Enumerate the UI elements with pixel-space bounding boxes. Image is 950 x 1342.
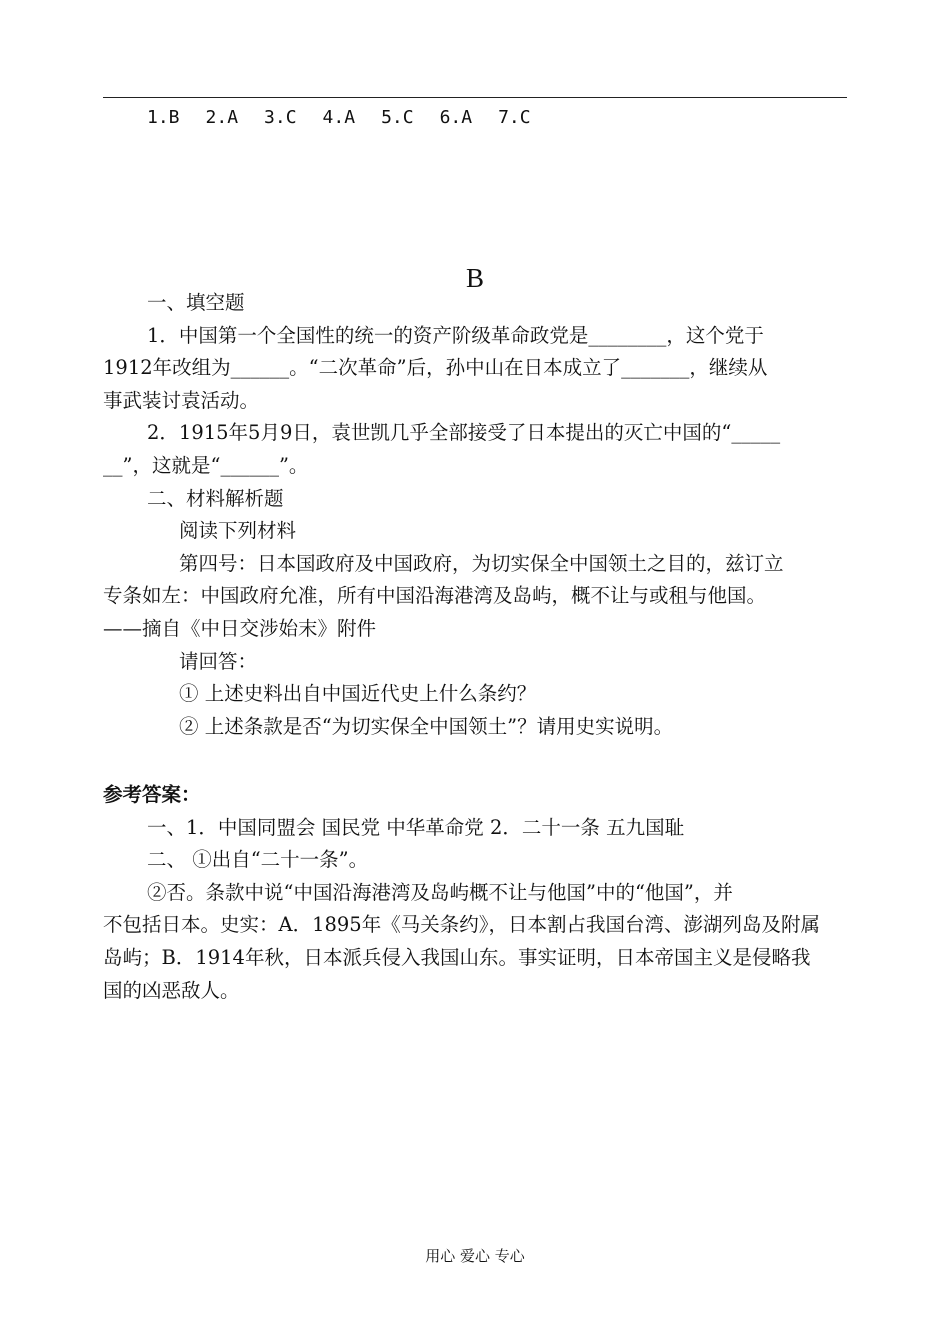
question-1-line-3: 事武装讨袁活动。: [103, 388, 260, 412]
answer-key-line-4: 不包括日本。史实：A．1895年《马关条约》，日本割占我国台湾、澎湖列岛及附属: [103, 913, 820, 937]
page-footer: 用心 爱心 专心: [425, 1247, 525, 1265]
answer-prompt: 请回答：: [179, 649, 258, 673]
mc-answers-row: [147, 106, 557, 130]
sub-question-1: ① 上述史料出自中国近代史上什么条约？: [179, 682, 537, 706]
header-rule: [103, 97, 847, 98]
mc-answer: 2.A: [205, 107, 239, 128]
material-text-line-2: 专条如左：中国政府允准，所有中国沿海港湾及岛屿，概不让与或租与他国。: [103, 584, 767, 608]
question-2-line-2: __”，这就是“______”。: [103, 453, 309, 477]
mc-answer: 4.A: [322, 107, 356, 128]
question-1-line-1: 1．中国第一个全国性的统一的资产阶级革命政党是________，这个党于: [147, 323, 764, 347]
answer-key-line-6: 国的凶恶敌人。: [103, 978, 240, 1002]
material-source: ——摘自《中日交涉始末》附件: [103, 616, 377, 640]
mc-answer: 6.A: [439, 107, 473, 128]
material-read-prompt: 阅读下列材料: [179, 519, 297, 543]
answer-key-heading: 参考答案：: [103, 783, 201, 806]
answer-key-line-2: 二、 ①出自“二十一条”。: [147, 848, 369, 872]
sub-question-2: ② 上述条款是否“为切实保全中国领土”？请用史实说明。: [179, 714, 674, 738]
question-2-line-1: 2．1915年5月9日，袁世凯几乎全部接受了日本提出的灭亡中国的“_____: [147, 421, 781, 445]
answer-key-line-1: 一、1．中国同盟会 国民党 中华革命党 2．二十一条 五九国耻: [147, 815, 685, 839]
mc-answer: 1.B: [147, 107, 180, 128]
answer-key-block: [103, 779, 847, 1007]
answer-key-line-5: 岛屿；B．1914年秋，日本派兵侵入我国山东。事实证明，日本帝国主义是侵略我: [103, 945, 811, 969]
section-title: B: [465, 263, 484, 293]
material-text-line-1: 第四号：日本国政府及中国政府，为切实保全中国领土之目的，兹订立: [179, 551, 784, 575]
material-heading: 二、材料解析题: [147, 486, 284, 510]
mc-answer: 7.C: [498, 107, 531, 128]
fill-blank-heading: 一、填空题: [147, 291, 245, 314]
questions-block: [103, 287, 847, 743]
answer-key-line-3: ②否。条款中说“中国沿海港湾及岛屿概不让与他国”中的“他国”，并: [147, 880, 733, 904]
mc-answer: 3.C: [264, 107, 297, 128]
question-1-line-2: 1912年改组为______。“二次革命”后，孙中山在日本成立了_______，继续从: [103, 356, 768, 380]
mc-answer: 5.C: [381, 107, 414, 128]
